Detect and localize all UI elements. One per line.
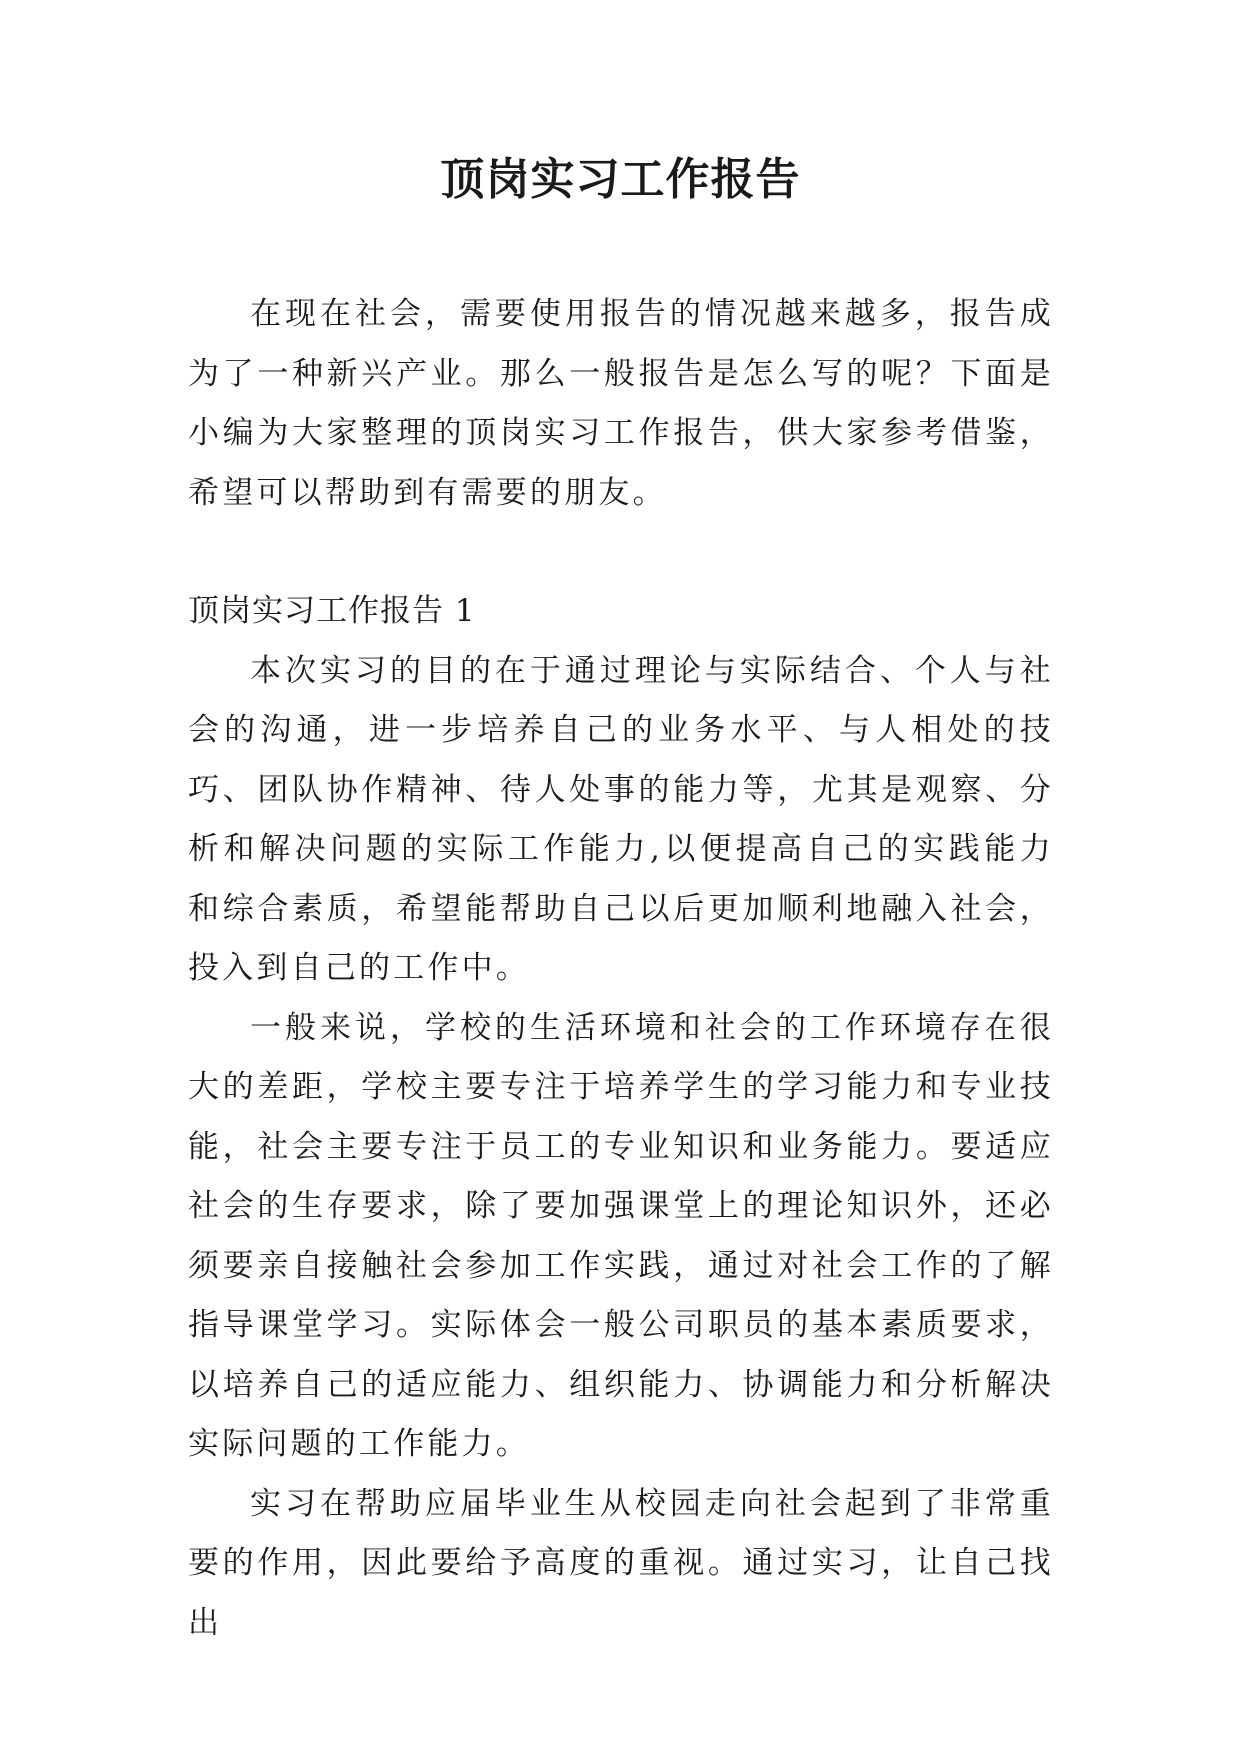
- body-paragraph: 本次实习的目的在于通过理论与实际结合、个人与社会的沟通，进一步培养自己的业务水平、与人相处的技巧、团队协作精神、待人处事的能力等，尤其是观察、分析和解决问题的实际工作能力,以便提高自己的实践能力和综合素质，希望能帮助自己以后更加顺利地融入社会，投入到自己的工作中。: [188, 652, 1054, 986]
- intro-paragraph: 在现在社会，需要使用报告的情况越来越多，报告成为了一种新兴产业。那么一般报告是怎么写的呢？下面是小编为大家整理的顶岗实习工作报告，供大家参考借鉴，希望可以帮助到有需要的朋友。: [188, 296, 1054, 511]
- body-paragraph: 实习在帮助应届毕业生从校园走向社会起到了非常重要的作用，因此要给予高度的重视。通过实习，让自己找出: [188, 1485, 1054, 1641]
- document-title: 顶岗实习工作报告: [440, 154, 801, 205]
- section-heading: 顶岗实习工作报告 1: [188, 593, 476, 629]
- body-paragraph: 一般来说，学校的生活环境和社会的工作环境存在很大的差距，学校主要专注于培养学生的学习能力和专业技能，社会主要专注于员工的专业知识和业务能力。要适应社会的生存要求，除了要加强课堂上的理论知识外，还必须要亲自接触社会参加工作实践，通过对社会工作的了解指导课堂学习。实际体会一般公司职员的基本素质要求，以培养自己的适应能力、组织能力、协调能力和分析解决实际问题的工作能力。: [188, 1009, 1054, 1462]
- document-body: [188, 285, 1054, 1653]
